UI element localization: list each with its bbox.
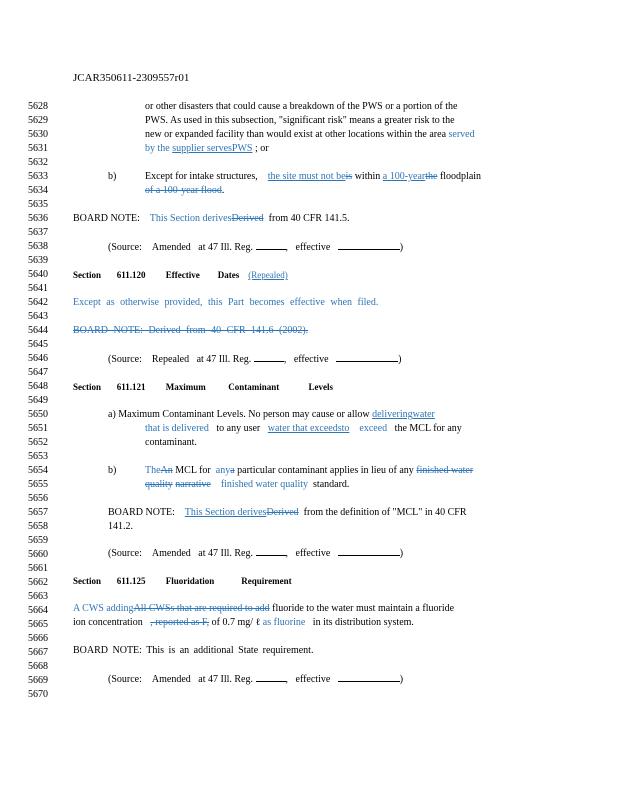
board-note: BOARD NOTE: This Section derivesDerived from the definition of "MCL" in 40 CFR	[108, 507, 467, 518]
line-number: 5661	[28, 563, 48, 574]
line-number: 5666	[28, 633, 48, 644]
line-number: 5668	[28, 661, 48, 672]
line-number: 5667	[28, 647, 48, 658]
line-number: 5663	[28, 591, 48, 602]
line-number: 5650	[28, 409, 48, 420]
line-number: 5658	[28, 521, 48, 532]
para-line: TheAn MCL for anya particular contaminant applies in lieu of any finished water	[145, 465, 474, 476]
line-number: 5640	[28, 269, 48, 280]
line-number: 5655	[28, 479, 48, 490]
subsection-label: b)	[108, 465, 117, 476]
line-number: 5642	[28, 297, 48, 308]
line-number: 5665	[28, 619, 48, 630]
para-line: new or expanded facility than would exist at other locations within the area served	[145, 129, 475, 140]
line-number: 5664	[28, 605, 48, 616]
line-number: 5651	[28, 423, 48, 434]
line-number: 5653	[28, 451, 48, 462]
board-note: BOARD NOTE: This Section derivesDerived from 40 CFR 141.5.	[73, 213, 350, 224]
board-note: BOARD NOTE: This is an additional State requirement.	[73, 645, 314, 656]
para-line: or other disasters that could cause a breakdown of the PWS or a portion of the	[145, 101, 458, 112]
section-heading: Section 611.125 Fluoridation Requirement	[73, 576, 292, 586]
line-number: 5657	[28, 507, 48, 518]
source-line: (Source: Amended at 47 Ill. Reg. , effective )	[108, 242, 404, 253]
section-heading: Section 611.121 Maximum Contaminant Levels	[73, 382, 334, 392]
line-number: 5646	[28, 353, 48, 364]
para-line: Except as otherwise provided, this Part becomes effective when filed.	[73, 297, 379, 308]
line-number: 5662	[28, 577, 48, 588]
para-line: a) Maximum Contaminant Levels. No person may cause or allow deliveringwater	[108, 409, 435, 420]
para-line: that is delivered to any user water that exceedsto exceed the MCL for any	[145, 423, 462, 434]
line-number: 5638	[28, 241, 48, 252]
para-line: A CWS addingAll CWSs that are required to add fluoride to the water must maintain a fluoride	[73, 603, 455, 614]
line-number: 5659	[28, 535, 48, 546]
line-number: 5631	[28, 143, 48, 154]
line-number: 5634	[28, 185, 48, 196]
para-line: by the supplier servesPWS ; or	[145, 143, 269, 154]
line-number: 5656	[28, 493, 48, 504]
line-number: 5644	[28, 325, 48, 336]
line-number: 5635	[28, 199, 48, 210]
source-line: (Source: Amended at 47 Ill. Reg. , effective )	[108, 548, 404, 559]
source-line: (Source: Amended at 47 Ill. Reg. , effective )	[108, 674, 404, 685]
line-number: 5645	[28, 339, 48, 350]
line-number: 5628	[28, 101, 48, 112]
para-line: Except for intake structures, the site must not beis within a 100-yearthe floodplain	[145, 171, 482, 182]
board-note: BOARD NOTE: Derived from 40 CFR 141.6 (2002).	[73, 325, 309, 336]
line-number: 5639	[28, 255, 48, 266]
subsection-label: b)	[108, 171, 117, 182]
line-number: 5660	[28, 549, 48, 560]
line-number: 5652	[28, 437, 48, 448]
line-number: 5647	[28, 367, 48, 378]
line-number: 5670	[28, 689, 48, 700]
line-number: 5649	[28, 395, 48, 406]
line-number: 5654	[28, 465, 48, 476]
para-line: PWS. As used in this subsection, "significant risk" means a greater risk to the	[145, 115, 455, 126]
para-line: ion concentration , reported as F, of 0.7 mg/ ℓ as fluorine in its distribution system.	[73, 617, 414, 628]
line-number: 5632	[28, 157, 48, 168]
board-note: 141.2.	[108, 521, 133, 532]
line-number: 5648	[28, 381, 48, 392]
line-number: 5637	[28, 227, 48, 238]
document-header: JCAR350611-2309557r01	[73, 72, 190, 84]
line-number: 5629	[28, 115, 48, 126]
line-number: 5643	[28, 311, 48, 322]
line-number: 5669	[28, 675, 48, 686]
line-number: 5633	[28, 171, 48, 182]
line-number: 5641	[28, 283, 48, 294]
source-line: (Source: Repealed at 47 Ill. Reg. , effective )	[108, 354, 402, 365]
para-line: of a 100-year flood.	[145, 185, 225, 196]
para-line: quality narrative finished water quality standard.	[145, 479, 350, 490]
line-number: 5630	[28, 129, 48, 140]
para-line: contaminant.	[145, 437, 197, 448]
section-heading: Section 611.120 Effective Dates (Repealed)	[73, 270, 288, 280]
line-number: 5636	[28, 213, 48, 224]
